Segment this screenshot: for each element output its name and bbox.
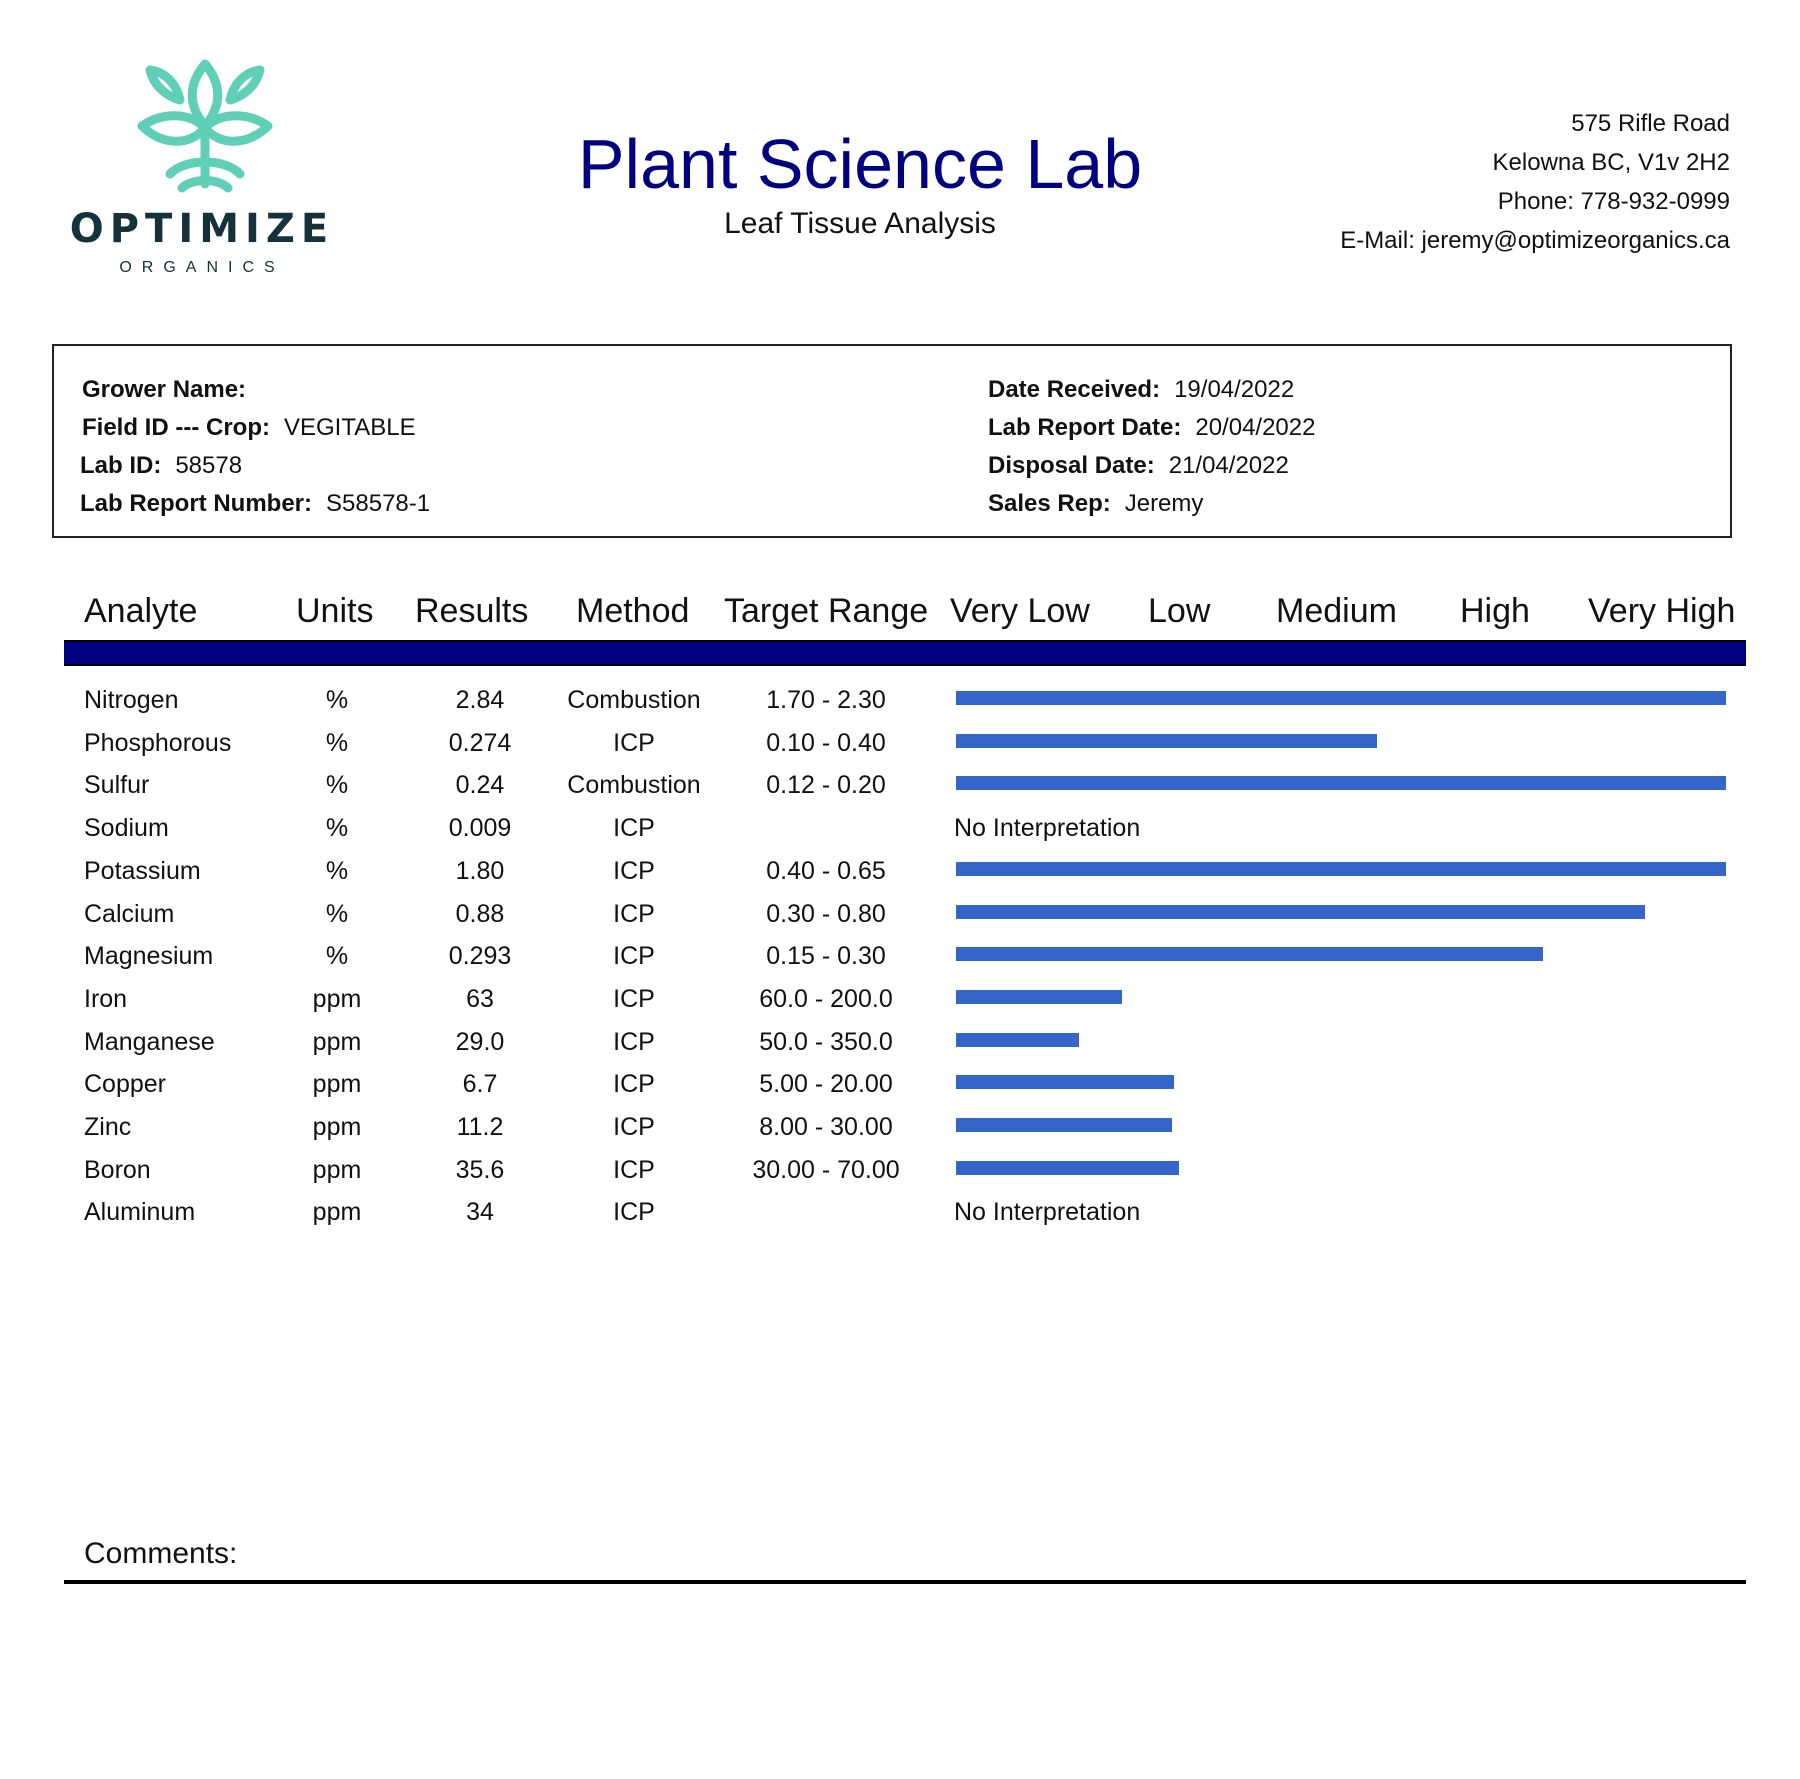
level-header-very-high: Very High (1588, 592, 1736, 630)
level-header-very-low: Very Low (950, 592, 1090, 630)
method-cell: Combustion (567, 771, 701, 800)
units-cell: ppm (312, 1155, 362, 1184)
units-cell: ppm (312, 1113, 362, 1141)
analyte-cell: Sulfur (84, 771, 150, 800)
level-header-high: High (1460, 592, 1530, 630)
level-header-medium: Medium (1276, 592, 1397, 630)
contact-phone: Phone: 778-932-0999 (1497, 188, 1730, 215)
contact-email: E-Mail: jeremy@optimizeorganics.ca (1340, 227, 1730, 254)
method-cell: ICP (613, 899, 655, 928)
result-cell: 0.24 (455, 771, 505, 800)
target-range-cell: 0.30 - 0.80 (766, 899, 886, 928)
target-range-cell: 0.12 - 0.20 (766, 771, 886, 800)
lab-report-number-label: Lab Report Number: (80, 490, 313, 517)
method-cell: ICP (613, 1113, 655, 1141)
table-row (0, 723, 1800, 763)
result-cell: 63 (466, 984, 494, 1013)
report-info-box (52, 344, 1732, 538)
result-cell: 0.274 (448, 728, 512, 757)
table-row (0, 808, 1800, 848)
table-row (0, 1064, 1800, 1104)
analyte-cell: Aluminum (84, 1198, 196, 1227)
result-cell: 11.2 (456, 1113, 504, 1141)
date-received-label: Date Received: (988, 376, 1161, 403)
method-cell: ICP (613, 1027, 655, 1056)
lab-report-date-value: 20/04/2022 (1195, 414, 1316, 441)
disposal-date-row (988, 452, 1289, 480)
table-row (0, 1150, 1800, 1190)
grower-name-row (82, 376, 260, 404)
target-range-cell: 8.00 - 30.00 (759, 1113, 893, 1141)
result-cell: 6.7 (462, 1070, 498, 1099)
method-cell: ICP (613, 728, 655, 757)
field-crop-row (82, 414, 416, 442)
level-bar (956, 947, 1543, 961)
analyte-cell: Calcium (84, 899, 175, 928)
contact-street: 575 Rifle Road (1571, 110, 1730, 137)
units-cell: ppm (312, 1198, 362, 1227)
disposal-date-value: 21/04/2022 (1168, 452, 1289, 479)
method-cell: ICP (613, 856, 655, 885)
level-bar (956, 691, 1726, 705)
sales-rep-label: Sales Rep: (988, 490, 1111, 517)
analyte-cell: Sodium (84, 814, 169, 843)
lab-report-date-label: Lab Report Date: (988, 414, 1182, 441)
no-interpretation-note: No Interpretation (954, 1198, 1141, 1227)
analyte-cell: Magnesium (84, 942, 214, 971)
target-range-cell: 0.15 - 0.30 (766, 942, 886, 971)
result-cell: 35.6 (455, 1155, 505, 1184)
units-cell: % (325, 686, 349, 714)
analyte-cell: Zinc (84, 1113, 132, 1141)
method-cell: ICP (613, 1070, 655, 1099)
table-row (0, 680, 1800, 720)
result-cell: 0.88 (455, 899, 505, 928)
column-header-method: Method (576, 592, 690, 630)
analyte-cell: Boron (84, 1155, 151, 1184)
table-row (0, 894, 1800, 934)
lab-report-number-row (80, 490, 430, 518)
table-row (0, 765, 1800, 805)
analyte-cell: Nitrogen (84, 686, 179, 714)
date-received-row (988, 376, 1294, 404)
units-cell: % (325, 771, 349, 800)
units-cell: % (325, 814, 349, 843)
target-range-cell: 1.70 - 2.30 (766, 686, 886, 714)
target-range-cell: 0.40 - 0.65 (766, 856, 886, 885)
lab-report-number-value: S58578-1 (326, 490, 431, 517)
units-cell: ppm (312, 1027, 362, 1056)
lab-id-value: 58578 (175, 452, 243, 479)
field-crop-value: VEGITABLE (283, 414, 416, 441)
target-range-cell: 50.0 - 350.0 (759, 1027, 893, 1056)
result-cell: 34 (466, 1198, 494, 1227)
units-cell: % (325, 728, 349, 757)
page-subtitle: Leaf Tissue Analysis (724, 207, 996, 240)
target-range-cell: 60.0 - 200.0 (759, 984, 893, 1013)
comments-label: Comments: (84, 1537, 238, 1570)
level-bar (956, 734, 1377, 748)
level-bar (956, 1161, 1179, 1175)
column-header-analyte: Analyte (84, 592, 198, 630)
contact-block (1340, 104, 1730, 260)
method-cell: ICP (613, 1198, 655, 1227)
analyte-cell: Manganese (84, 1027, 215, 1056)
analyte-cell: Potassium (84, 856, 201, 885)
level-bar (956, 862, 1726, 876)
field-crop-label: Field ID --- Crop: (82, 414, 270, 441)
date-received-value: 19/04/2022 (1174, 376, 1295, 403)
units-cell: ppm (312, 984, 362, 1013)
units-cell: % (325, 856, 349, 885)
column-header-results: Results (415, 592, 529, 630)
company-logo (68, 56, 338, 286)
lab-id-label: Lab ID: (80, 452, 162, 479)
grower-name-label: Grower Name: (82, 376, 247, 403)
page-title: Plant Science Lab (577, 125, 1143, 203)
table-row (0, 851, 1800, 891)
result-cell: 2.84 (455, 686, 505, 714)
level-bar (956, 1075, 1174, 1089)
column-header-units: Units (296, 592, 374, 630)
method-cell: ICP (613, 1155, 655, 1184)
table-row (0, 1022, 1800, 1062)
level-bar (956, 990, 1122, 1004)
lab-id-row (80, 452, 242, 480)
table-row (0, 1192, 1800, 1232)
table-row (0, 979, 1800, 1019)
result-cell: 29.0 (455, 1027, 505, 1056)
logo-tagline: ORGANICS (119, 259, 285, 276)
sales-rep-value: Jeremy (1124, 490, 1204, 517)
level-header-low: Low (1148, 592, 1211, 630)
lab-report-date-row (988, 414, 1315, 442)
method-cell: ICP (613, 984, 655, 1013)
result-cell: 0.293 (448, 942, 512, 971)
analyte-cell: Iron (84, 984, 128, 1013)
table-header-bar (64, 640, 1746, 666)
units-cell: % (325, 942, 349, 971)
leaf-sprout-icon (130, 56, 280, 194)
logo-wordmark: OPTIMIZE (69, 206, 335, 252)
table-row (0, 936, 1800, 976)
method-cell: Combustion (567, 686, 701, 714)
column-header-target-range: Target Range (724, 592, 929, 630)
comments-divider (64, 1580, 1746, 1584)
analyte-cell: Phosphorous (84, 728, 232, 757)
target-range-cell: 5.00 - 20.00 (759, 1070, 893, 1099)
level-bar (956, 1118, 1172, 1132)
no-interpretation-note: No Interpretation (954, 814, 1141, 843)
table-row (0, 1107, 1800, 1147)
analyte-cell: Copper (84, 1070, 166, 1099)
level-bar (956, 905, 1645, 919)
sales-rep-row (988, 490, 1203, 518)
units-cell: % (325, 899, 349, 928)
result-cell: 1.80 (455, 856, 505, 885)
level-bar (956, 776, 1726, 790)
target-range-cell: 30.00 - 70.00 (752, 1155, 900, 1184)
method-cell: ICP (613, 814, 655, 843)
result-cell: 0.009 (448, 814, 512, 843)
target-range-cell: 0.10 - 0.40 (766, 728, 886, 757)
contact-city: Kelowna BC, V1v 2H2 (1492, 149, 1730, 176)
level-bar (956, 1033, 1079, 1047)
method-cell: ICP (613, 942, 655, 971)
disposal-date-label: Disposal Date: (988, 452, 1155, 479)
units-cell: ppm (312, 1070, 362, 1099)
